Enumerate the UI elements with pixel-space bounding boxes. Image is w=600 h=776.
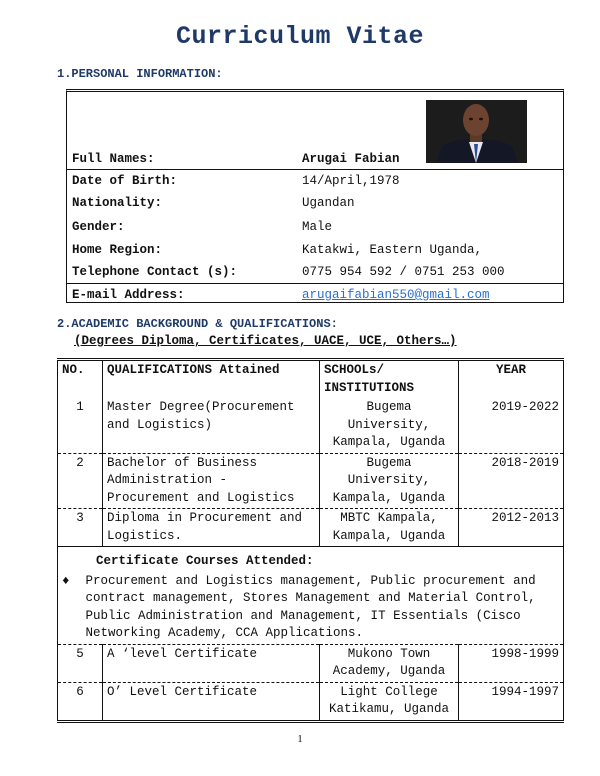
label-email: E-mail Address: — [72, 288, 185, 302]
cell-no: 3 — [58, 509, 103, 547]
value-home-region: Katakwi, Eastern Uganda, — [302, 243, 483, 257]
value-gender: Male — [302, 220, 333, 234]
table-row — [58, 509, 564, 547]
cell-school: Bugema University, Kampala, Uganda — [320, 453, 459, 509]
personal-info-box — [66, 89, 564, 303]
table-row — [58, 682, 564, 721]
cell-year: 2018-2019 — [459, 453, 564, 509]
page-number: 1 — [297, 733, 303, 745]
label-full-name: Full Names: — [72, 152, 155, 166]
header-no: NO. — [58, 360, 103, 399]
table-header-row — [58, 360, 564, 399]
cell-qualification: Bachelor of Business Administration - Procurement and Logistics — [103, 453, 320, 509]
label-gender: Gender: — [72, 220, 125, 234]
cell-school: Mukono Town Academy, Uganda — [320, 644, 459, 682]
email-link[interactable]: arugaifabian550@gmail.com — [302, 288, 490, 302]
label-dob: Date of Birth: — [72, 174, 178, 188]
certificate-row — [58, 572, 564, 645]
document-title: Curriculum Vitae — [175, 22, 425, 51]
diamond-bullet-icon: ♦ — [62, 573, 70, 588]
cell-qualification: O’ Level Certificate — [103, 682, 320, 721]
person-portrait-icon — [426, 100, 527, 163]
academic-heading: 2.ACADEMIC BACKGROUND & QUALIFICATIONS: — [57, 317, 338, 331]
personal-info-heading: 1.PERSONAL INFORMATION: — [57, 67, 223, 81]
label-home-region: Home Region: — [72, 243, 163, 257]
header-qualification: QUALIFICATIONS Attained — [103, 360, 320, 399]
cell-school: Bugema University, Kampala, Uganda — [320, 398, 459, 453]
table-row — [58, 644, 564, 682]
cell-school: Light College Katikamu, Uganda — [320, 682, 459, 721]
cell-no: 2 — [58, 453, 103, 509]
divider — [67, 169, 563, 170]
certificate-title-row — [58, 547, 564, 572]
cell-no: 6 — [58, 682, 103, 721]
cell-school: MBTC Kampala, Kampala, Uganda — [320, 509, 459, 547]
table-row — [58, 398, 564, 453]
profile-photo — [426, 100, 527, 163]
header-schools: SCHOOLs/ INSTITUTIONS — [320, 360, 459, 399]
divider — [67, 283, 563, 284]
certificate-text: Procurement and Logistics management, Public procurement and contract management, Stores Management and Material Control, Public Administration and Management, IT Essentials (Cisco Networking Academy, CCA Applications. — [85, 573, 536, 640]
cell-year: 1998-1999 — [459, 644, 564, 682]
cell-no: 5 — [58, 644, 103, 682]
certificate-title: Certificate Courses Attended: — [58, 547, 564, 572]
academic-subheading: (Degrees Diploma, Certificates, UACE, UCE, Others…) — [74, 334, 457, 348]
label-telephone: Telephone Contact (s): — [72, 265, 238, 279]
value-dob: 14/April,1978 — [302, 174, 400, 188]
academic-table — [57, 358, 564, 723]
cell-year: 2012-2013 — [459, 509, 564, 547]
value-nationality: Ugandan — [302, 196, 355, 210]
value-full-name: Arugai Fabian — [302, 152, 400, 166]
table-row — [58, 453, 564, 509]
cell-no: 1 — [58, 398, 103, 453]
cell-year: 1994-1997 — [459, 682, 564, 721]
header-year: YEAR — [459, 360, 564, 399]
cell-year: 2019-2022 — [459, 398, 564, 453]
cell-qualification: A ‘level Certificate — [103, 644, 320, 682]
value-telephone: 0775 954 592 / 0751 253 000 — [302, 265, 505, 279]
label-nationality: Nationality: — [72, 196, 163, 210]
cell-qualification: Master Degree(Procurement and Logistics) — [103, 398, 320, 453]
cell-qualification: Diploma in Procurement and Logistics. — [103, 509, 320, 547]
